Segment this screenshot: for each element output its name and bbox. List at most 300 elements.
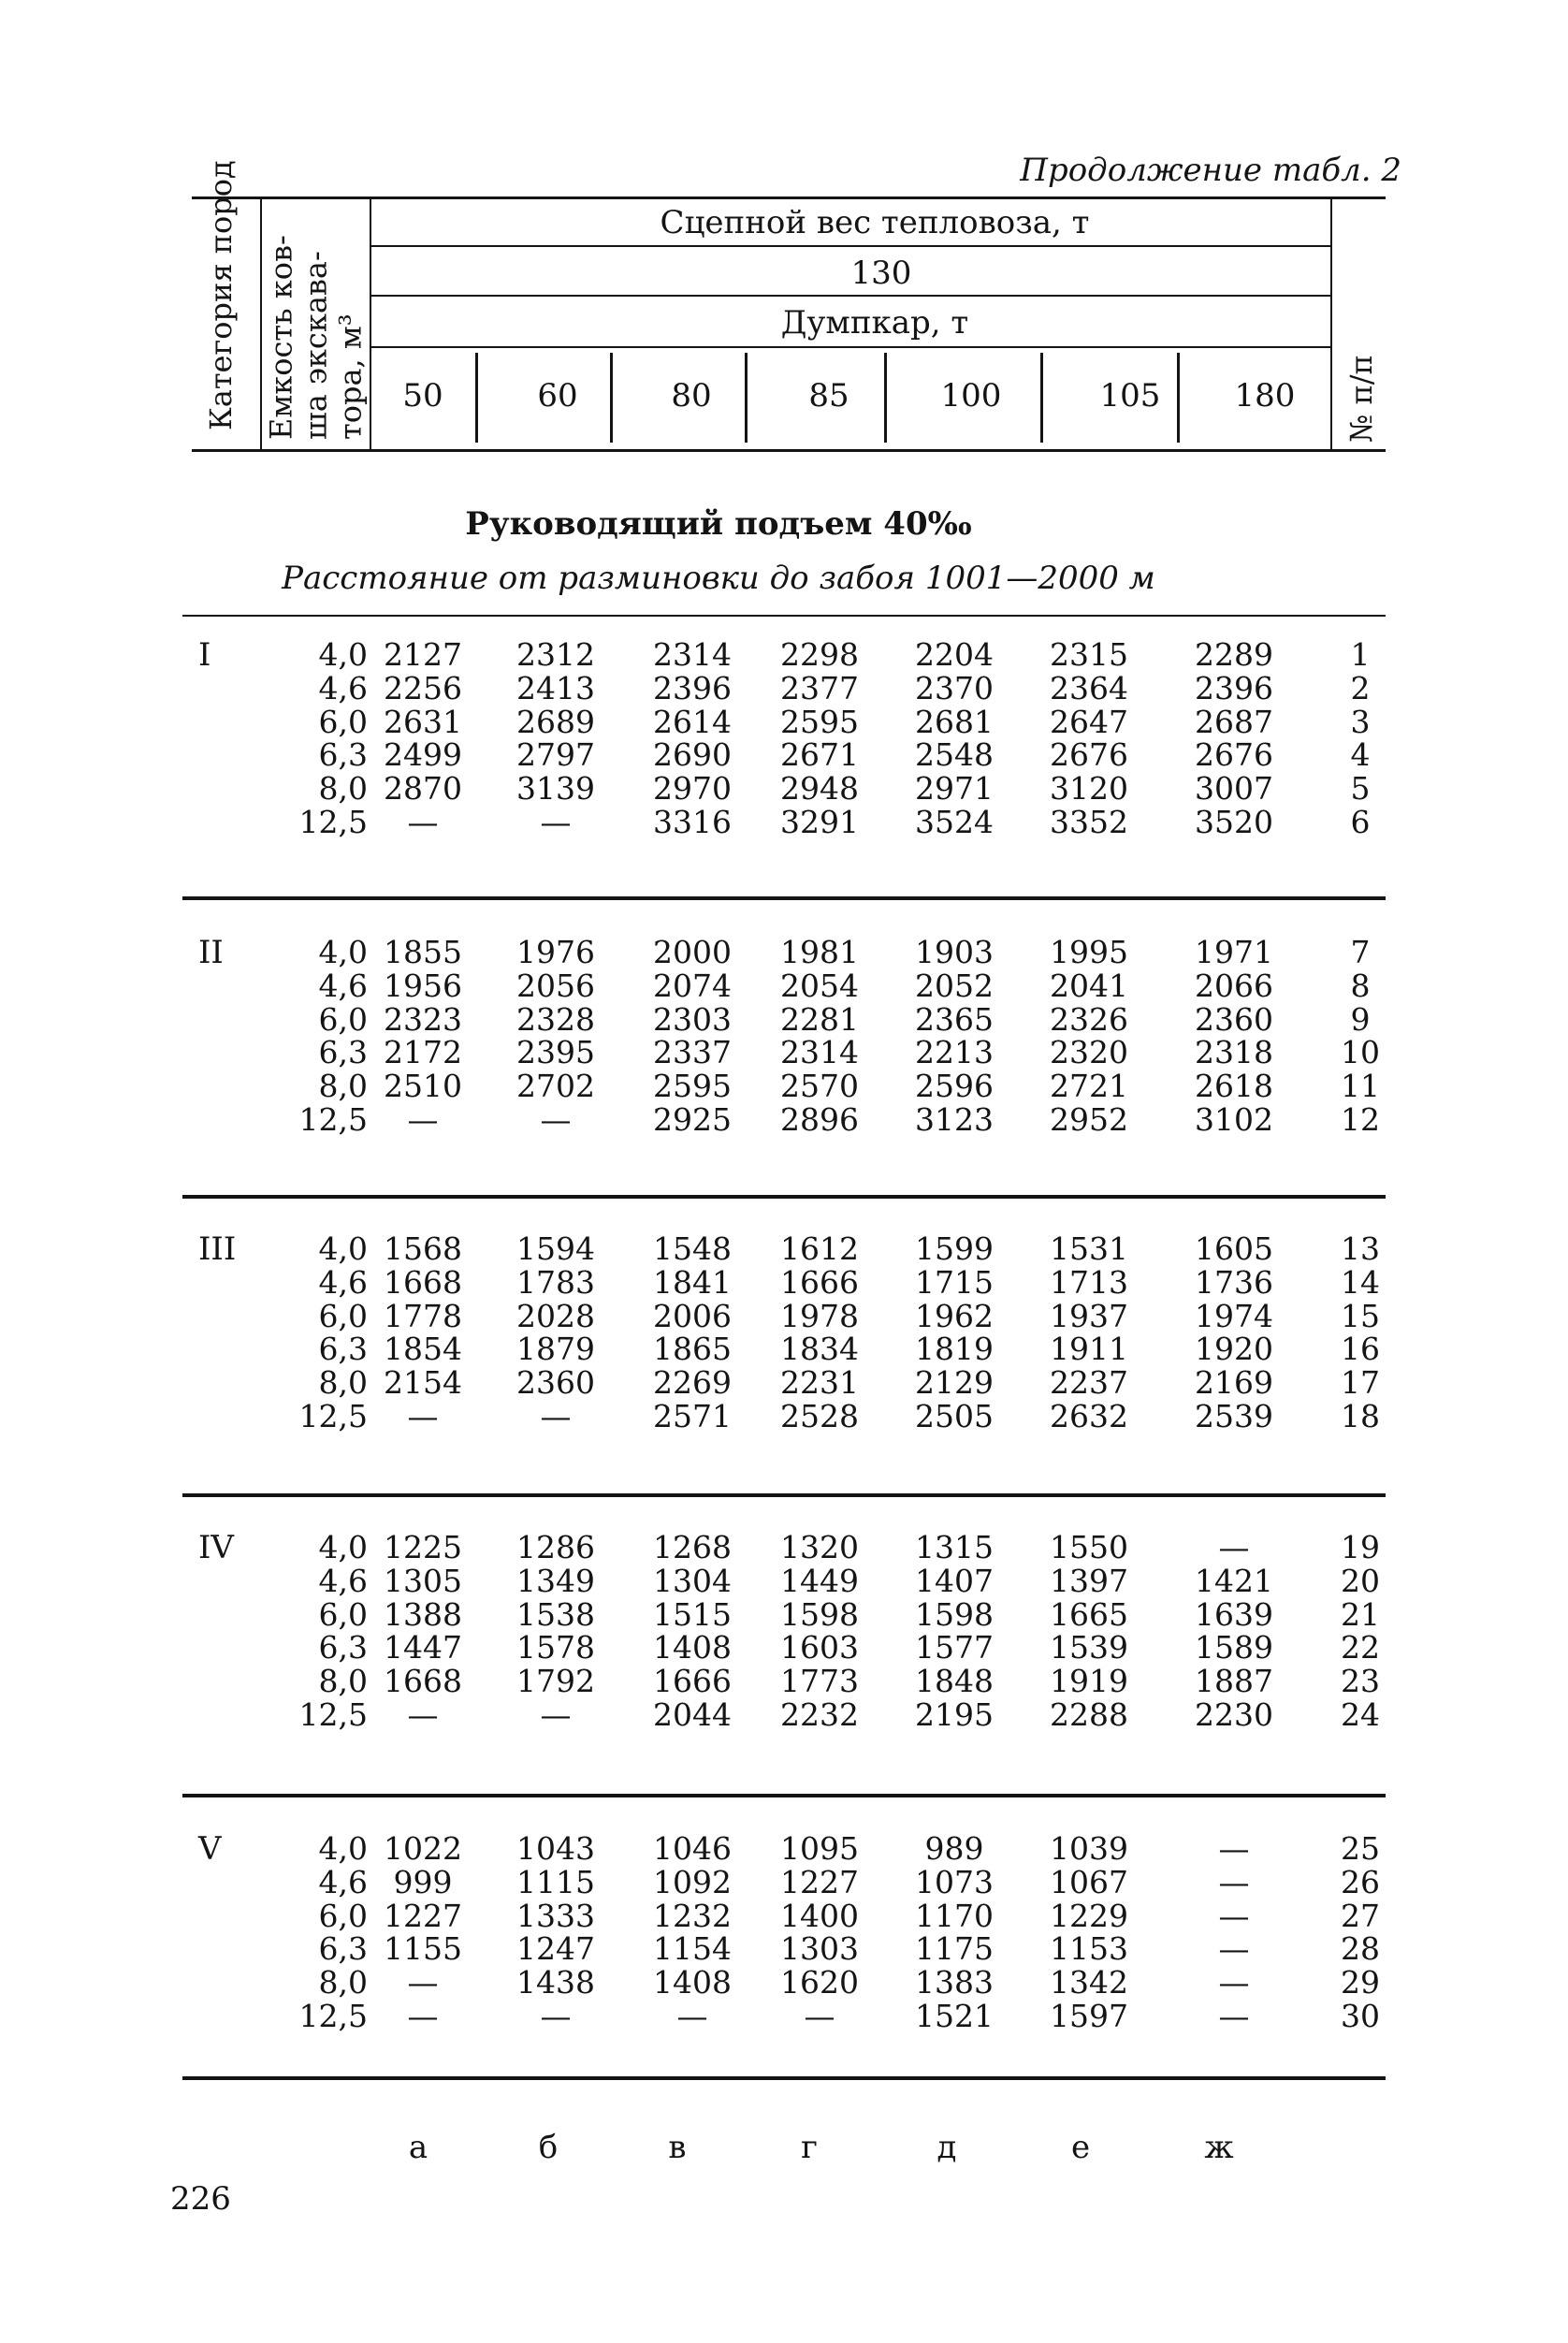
section-rule xyxy=(182,1493,1386,1497)
table-cell: 2318 xyxy=(1195,1034,1273,1071)
capacity-value: 4,6 xyxy=(318,967,368,1004)
table-cell: — xyxy=(407,1397,439,1434)
capacity-value: 8,0 xyxy=(318,1364,368,1402)
value-column xyxy=(384,1232,462,1433)
table-cell: — xyxy=(676,1997,708,2034)
table-cell: 2360 xyxy=(1195,1000,1273,1038)
table-cell: 2618 xyxy=(1195,1068,1273,1105)
row-number: 18 xyxy=(1341,1397,1380,1434)
table-cell: 1956 xyxy=(384,967,462,1004)
table-cell: 2269 xyxy=(653,1364,732,1402)
row-number: 16 xyxy=(1341,1331,1380,1368)
row-number: 24 xyxy=(1341,1695,1380,1733)
footer-letter-d: г xyxy=(801,2129,818,2166)
table-cell: 1320 xyxy=(780,1529,859,1565)
table-cell: 1408 xyxy=(653,1964,732,2001)
table-cell: 2395 xyxy=(516,1034,595,1071)
value-column xyxy=(516,936,595,1137)
table-cell: 3120 xyxy=(1050,770,1128,808)
table-cell: 2631 xyxy=(384,703,462,740)
table-cell: 1854 xyxy=(384,1331,462,1368)
category-label: IV xyxy=(198,1529,234,1566)
table-cell: 2337 xyxy=(653,1034,732,1071)
table-cell: 1911 xyxy=(1050,1331,1128,1368)
table-cell: 1792 xyxy=(516,1663,595,1700)
table-cell: 2237 xyxy=(1050,1364,1128,1402)
value-column xyxy=(1050,638,1128,839)
table-cell: 2721 xyxy=(1050,1068,1128,1105)
value-column xyxy=(516,1832,595,2033)
table-cell: 1903 xyxy=(915,934,994,970)
table-cell: 1962 xyxy=(915,1297,994,1334)
section-rule xyxy=(182,896,1386,900)
capacity-value: 12,5 xyxy=(298,803,368,840)
capacity-value: 12,5 xyxy=(298,1100,368,1138)
row-number-column xyxy=(1332,1531,1388,1732)
table-cell: 1531 xyxy=(1050,1230,1128,1267)
table-cell: 1397 xyxy=(1050,1562,1128,1599)
capacity-value: 8,0 xyxy=(318,1068,368,1105)
table-cell: 2370 xyxy=(915,669,994,706)
table-cell: — xyxy=(804,1997,835,2034)
table-cell: 2539 xyxy=(1195,1397,1273,1434)
capacity-value: 6,3 xyxy=(318,1629,368,1666)
category-label: I xyxy=(198,636,211,674)
value-column xyxy=(384,1832,462,2033)
row-number: 1 xyxy=(1350,636,1371,673)
row-number: 17 xyxy=(1341,1364,1380,1402)
table-cell: 1995 xyxy=(1050,934,1128,970)
table-cell: — xyxy=(540,1397,572,1434)
table-cell: 1937 xyxy=(1050,1297,1128,1334)
dumpcar-value-b: 60 xyxy=(537,377,578,415)
section-title: Руководящий подъем 40‰ xyxy=(465,505,972,543)
table-cell: — xyxy=(1218,1830,1250,1867)
table-cell: — xyxy=(540,1997,572,2034)
table-cell: 1713 xyxy=(1050,1263,1128,1301)
row-number: 12 xyxy=(1341,1100,1380,1138)
table-cell: 1067 xyxy=(1050,1863,1128,1900)
row-number: 26 xyxy=(1341,1863,1380,1900)
table-cell: 1920 xyxy=(1195,1331,1273,1368)
table-cell: 1974 xyxy=(1195,1297,1273,1334)
table-cell: 2413 xyxy=(516,669,595,706)
table-cell: 1521 xyxy=(915,1997,994,2034)
table-cell: 1400 xyxy=(780,1897,859,1934)
capacity-value: 6,3 xyxy=(318,736,368,774)
row-number: 14 xyxy=(1341,1263,1380,1301)
table-cell: 2256 xyxy=(384,669,462,706)
table-cell: 3102 xyxy=(1195,1100,1273,1138)
table-cell: 2948 xyxy=(780,770,859,808)
table-cell: 1447 xyxy=(384,1629,462,1666)
table-cell: 1620 xyxy=(780,1964,859,2001)
table-cell: — xyxy=(1218,1964,1250,2001)
table-cell: 1092 xyxy=(653,1863,732,1900)
table-cell: 2396 xyxy=(653,669,732,706)
row-number: 20 xyxy=(1341,1562,1380,1599)
table-cell: — xyxy=(407,1100,439,1138)
table-cell: 2676 xyxy=(1050,736,1128,774)
table-cell: — xyxy=(1218,1930,1250,1968)
table-cell: 989 xyxy=(924,1830,984,1867)
dumpcar-divider-5 xyxy=(1040,353,1043,443)
table-cell: 2314 xyxy=(780,1034,859,1071)
footer-letter-b: б xyxy=(538,2129,559,2166)
row-number: 29 xyxy=(1341,1964,1380,2001)
table-cell: 1594 xyxy=(516,1230,595,1267)
capacity-value: 4,6 xyxy=(318,1863,368,1900)
table-cell: 1834 xyxy=(780,1331,859,1368)
table-cell: 1388 xyxy=(384,1595,462,1633)
section-subtitle: Расстояние от разминовки до забоя 1001—2000 м xyxy=(282,560,1155,597)
table-cell: 2129 xyxy=(915,1364,994,1402)
table-cell: 1981 xyxy=(780,934,859,970)
table-cell: 2671 xyxy=(780,736,859,774)
table-cell: 1449 xyxy=(780,1562,859,1599)
value-column xyxy=(653,936,732,1137)
table-cell: 2044 xyxy=(653,1695,732,1733)
table-cell: 2396 xyxy=(1195,669,1273,706)
table-cell: 1154 xyxy=(653,1930,732,1968)
row-number: 15 xyxy=(1341,1297,1380,1334)
footer-letter-a: а xyxy=(408,2129,428,2166)
table-cell: 3524 xyxy=(915,803,994,840)
table-cell: 2687 xyxy=(1195,703,1273,740)
capacity-value: 6,0 xyxy=(318,1000,368,1038)
table-cell: 2289 xyxy=(1195,636,1273,673)
row-number: 27 xyxy=(1341,1897,1380,1934)
table-cell: 1153 xyxy=(1050,1930,1128,1968)
table-cell: 1232 xyxy=(653,1897,732,1934)
header-category-text: Категория пород xyxy=(203,160,239,430)
table-cell: 2797 xyxy=(516,736,595,774)
dumpcar-divider-6 xyxy=(1177,353,1180,443)
value-column xyxy=(1050,1832,1128,2033)
value-column xyxy=(915,1832,994,2033)
row-number: 2 xyxy=(1350,669,1371,706)
capacity-value: 4,0 xyxy=(318,636,368,673)
table-cell: 2326 xyxy=(1050,1000,1128,1038)
row-number: 19 xyxy=(1341,1529,1380,1565)
dumpcar-value-e: 100 xyxy=(940,377,1002,415)
capacity-value: 4,0 xyxy=(318,1830,368,1867)
value-column xyxy=(1050,936,1128,1137)
value-column xyxy=(653,1232,732,1433)
row-number-column xyxy=(1332,1832,1388,2033)
capacity-value: 6,3 xyxy=(318,1034,368,1071)
dumpcar-divider-3 xyxy=(745,353,748,443)
table-cell: 1887 xyxy=(1195,1663,1273,1700)
table-cell: 3007 xyxy=(1195,770,1273,808)
value-column xyxy=(1195,936,1273,1137)
row-number: 6 xyxy=(1350,803,1371,840)
value-column xyxy=(384,638,462,839)
row-number-column xyxy=(1332,936,1388,1137)
table-cell: 2595 xyxy=(780,703,859,740)
table-cell: 2614 xyxy=(653,703,732,740)
table-cell: 1039 xyxy=(1050,1830,1128,1867)
continuation-caption: Продолжение табл. 2 xyxy=(1020,152,1401,189)
table-cell: 1227 xyxy=(780,1863,859,1900)
table-cell: 1286 xyxy=(516,1529,595,1565)
table-cell: 1598 xyxy=(915,1595,994,1633)
table-cell: 1978 xyxy=(780,1297,859,1334)
table-cell: — xyxy=(407,1997,439,2034)
value-column xyxy=(1195,638,1273,839)
table-cell: 1247 xyxy=(516,1930,595,1968)
table-cell: 2303 xyxy=(653,1000,732,1038)
table-cell: 1612 xyxy=(780,1230,859,1267)
table-cell: 2952 xyxy=(1050,1100,1128,1138)
value-column xyxy=(780,936,859,1137)
table-cell: 1598 xyxy=(780,1595,859,1633)
capacity-value: 4,6 xyxy=(318,669,368,706)
table-cell: — xyxy=(407,1964,439,2001)
capacity-value: 12,5 xyxy=(298,1695,368,1733)
capacity-value: 4,6 xyxy=(318,1263,368,1301)
table-cell: 2172 xyxy=(384,1034,462,1071)
header-hline-2 xyxy=(371,295,1330,297)
header-capacity-line3: тора, м³ xyxy=(332,313,369,440)
table-cell: 2365 xyxy=(915,1000,994,1038)
table-cell: 1879 xyxy=(516,1331,595,1368)
value-column xyxy=(516,638,595,839)
table-cell: — xyxy=(1218,1997,1250,2034)
table-cell: 1303 xyxy=(780,1930,859,1968)
dumpcar-divider-4 xyxy=(884,353,887,443)
section-rule xyxy=(182,615,1386,617)
capacity-value: 8,0 xyxy=(318,1663,368,1700)
header-number-text: № п/п xyxy=(1343,355,1379,443)
table-cell: 2281 xyxy=(780,1000,859,1038)
table-cell: 1229 xyxy=(1050,1897,1128,1934)
capacity-value: 12,5 xyxy=(298,1997,368,2034)
table-cell: 2681 xyxy=(915,703,994,740)
table-cell: — xyxy=(407,1695,439,1733)
capacity-value: 12,5 xyxy=(298,1397,368,1434)
header-weight-label: Сцепной вес тепловоза, т xyxy=(660,204,1090,241)
table-cell: 2689 xyxy=(516,703,595,740)
row-number: 3 xyxy=(1350,703,1371,740)
dumpcar-value-a: 50 xyxy=(402,377,443,415)
table-cell: 3139 xyxy=(516,770,595,808)
table-cell: 1666 xyxy=(653,1663,732,1700)
table-cell: 3352 xyxy=(1050,803,1128,840)
capacity-value: 8,0 xyxy=(318,1964,368,2001)
table-cell: 1778 xyxy=(384,1297,462,1334)
table-cell: 1971 xyxy=(1195,934,1273,970)
table-cell: 1668 xyxy=(384,1663,462,1700)
row-number: 13 xyxy=(1341,1230,1380,1267)
table-cell: 1578 xyxy=(516,1629,595,1666)
table-cell: 1550 xyxy=(1050,1529,1128,1565)
header-dumpcar-label: Думпкар, т xyxy=(780,304,969,342)
header-capacity-line1: Емкость ков- xyxy=(263,235,299,440)
table-cell: 2169 xyxy=(1195,1364,1273,1402)
value-column xyxy=(1219,1832,1250,2033)
dumpcar-value-g: 180 xyxy=(1234,377,1296,415)
table-cell: 1342 xyxy=(1050,1964,1128,2001)
header-capacity-line2: ша экскава- xyxy=(298,251,334,440)
capacity-value: 8,0 xyxy=(318,770,368,808)
table-cell: 1407 xyxy=(915,1562,994,1599)
table-cell: 1315 xyxy=(915,1529,994,1565)
table-cell: 2647 xyxy=(1050,703,1128,740)
table-cell: 2006 xyxy=(653,1297,732,1334)
dumpcar-value-c: 80 xyxy=(671,377,712,415)
capacity-value: 6,3 xyxy=(318,1930,368,1968)
category-label: III xyxy=(198,1230,237,1268)
table-cell: 2632 xyxy=(1050,1397,1128,1434)
table-cell: 2154 xyxy=(384,1364,462,1402)
table-cell: 2213 xyxy=(915,1034,994,1071)
header-category xyxy=(203,160,239,430)
table-cell: 1865 xyxy=(653,1331,732,1368)
header-weight-value: 130 xyxy=(850,255,912,292)
value-column xyxy=(1050,1232,1128,1433)
table-cell: — xyxy=(540,803,572,840)
capacity-column xyxy=(265,1531,368,1732)
value-column xyxy=(384,936,462,1137)
table-cell: 2925 xyxy=(653,1100,732,1138)
table-cell: 1421 xyxy=(1195,1562,1273,1599)
table-cell: 1408 xyxy=(653,1629,732,1666)
row-number: 10 xyxy=(1341,1034,1380,1071)
table-cell: 1736 xyxy=(1195,1263,1273,1301)
header-vline-2 xyxy=(370,199,371,449)
row-number: 22 xyxy=(1341,1629,1380,1666)
table-cell: 2288 xyxy=(1050,1695,1128,1733)
table-cell: 3123 xyxy=(915,1100,994,1138)
header-capacity xyxy=(265,206,369,440)
value-column xyxy=(384,1531,462,1732)
header-vline-1 xyxy=(260,199,262,449)
footer-letter-g: ж xyxy=(1204,2129,1234,2166)
value-column xyxy=(516,1531,595,1732)
table-end-rule xyxy=(182,2076,1386,2080)
table-cell: 2702 xyxy=(516,1068,595,1105)
table-cell: — xyxy=(540,1695,572,1733)
capacity-value: 6,0 xyxy=(318,1595,368,1633)
capacity-value: 6,0 xyxy=(318,1297,368,1334)
table-cell: 2195 xyxy=(915,1695,994,1733)
value-column xyxy=(780,1531,859,1732)
table-cell: — xyxy=(407,803,439,840)
header-hline-3 xyxy=(371,346,1330,348)
dumpcar-divider-2 xyxy=(610,353,613,443)
table-cell: 2377 xyxy=(780,669,859,706)
table-cell: 2056 xyxy=(516,967,595,1004)
table-cell: 2896 xyxy=(780,1100,859,1138)
row-number: 8 xyxy=(1350,967,1371,1004)
dumpcar-value-f: 105 xyxy=(1099,377,1161,415)
header-bottom-rule xyxy=(192,449,1386,452)
value-column xyxy=(915,638,994,839)
capacity-value: 6,3 xyxy=(318,1331,368,1368)
capacity-value: 4,0 xyxy=(318,934,368,970)
table-cell: 2528 xyxy=(780,1397,859,1434)
value-column xyxy=(915,1232,994,1433)
table-cell: 1227 xyxy=(384,1897,462,1934)
table-cell: 1783 xyxy=(516,1263,595,1301)
table-cell: 1515 xyxy=(653,1595,732,1633)
dumpcar-divider-1 xyxy=(475,353,478,443)
table-cell: 1665 xyxy=(1050,1595,1128,1633)
table-cell: 2510 xyxy=(384,1068,462,1105)
table-cell: — xyxy=(540,1100,572,1138)
footer-letter-c: в xyxy=(668,2129,687,2166)
section-rule xyxy=(182,1195,1386,1199)
table-cell: 2596 xyxy=(915,1068,994,1105)
table-cell: 2127 xyxy=(384,636,462,673)
capacity-column xyxy=(265,1232,368,1433)
table-cell: 1383 xyxy=(915,1964,994,2001)
value-column xyxy=(780,638,859,839)
table-cell: 1225 xyxy=(384,1529,462,1565)
table-cell: 3291 xyxy=(780,803,859,840)
table-cell: 1175 xyxy=(915,1930,994,1968)
table-cell: 1773 xyxy=(780,1663,859,1700)
table-cell: 2028 xyxy=(516,1297,595,1334)
row-number-column xyxy=(1332,638,1388,839)
row-number: 5 xyxy=(1350,770,1371,808)
table-cell: 2000 xyxy=(653,934,732,970)
table-cell: 2315 xyxy=(1050,636,1128,673)
table-cell: 1170 xyxy=(915,1897,994,1934)
table-cell: 3520 xyxy=(1195,803,1273,840)
row-number: 11 xyxy=(1341,1068,1380,1105)
table-cell: 1268 xyxy=(653,1529,732,1565)
table-cell: 1155 xyxy=(384,1930,462,1968)
page-number: 226 xyxy=(170,2180,231,2218)
table-cell: 2570 xyxy=(780,1068,859,1105)
table-cell: 2231 xyxy=(780,1364,859,1402)
table-cell: 2505 xyxy=(915,1397,994,1434)
row-number: 9 xyxy=(1350,1000,1371,1038)
category-label: II xyxy=(198,934,224,971)
row-number-column xyxy=(1332,1232,1388,1433)
table-cell: 2054 xyxy=(780,967,859,1004)
table-cell: 1855 xyxy=(384,934,462,970)
table-cell: — xyxy=(1218,1897,1250,1934)
table-cell: 2499 xyxy=(384,736,462,774)
table-cell: 1597 xyxy=(1050,1997,1128,2034)
table-cell: 2298 xyxy=(780,636,859,673)
table-cell: 1919 xyxy=(1050,1663,1128,1700)
row-number: 7 xyxy=(1350,934,1371,970)
table-cell: 2312 xyxy=(516,636,595,673)
table-cell: 1568 xyxy=(384,1230,462,1267)
header-number xyxy=(1345,340,1377,443)
table-cell: 2870 xyxy=(384,770,462,808)
table-cell: 999 xyxy=(393,1863,453,1900)
table-cell: — xyxy=(1218,1863,1250,1900)
table-cell: 1819 xyxy=(915,1331,994,1368)
value-column xyxy=(780,1832,859,2033)
table-cell: 2230 xyxy=(1195,1695,1273,1733)
table-cell: 1605 xyxy=(1195,1230,1273,1267)
table-cell: 2323 xyxy=(384,1000,462,1038)
table-cell: 1538 xyxy=(516,1595,595,1633)
value-column xyxy=(1195,1232,1273,1433)
row-number: 21 xyxy=(1341,1595,1380,1633)
table-cell: 1603 xyxy=(780,1629,859,1666)
table-cell: 2548 xyxy=(915,736,994,774)
table-cell: 2041 xyxy=(1050,967,1128,1004)
table-cell: 1095 xyxy=(780,1830,859,1867)
table-cell: 2052 xyxy=(915,967,994,1004)
